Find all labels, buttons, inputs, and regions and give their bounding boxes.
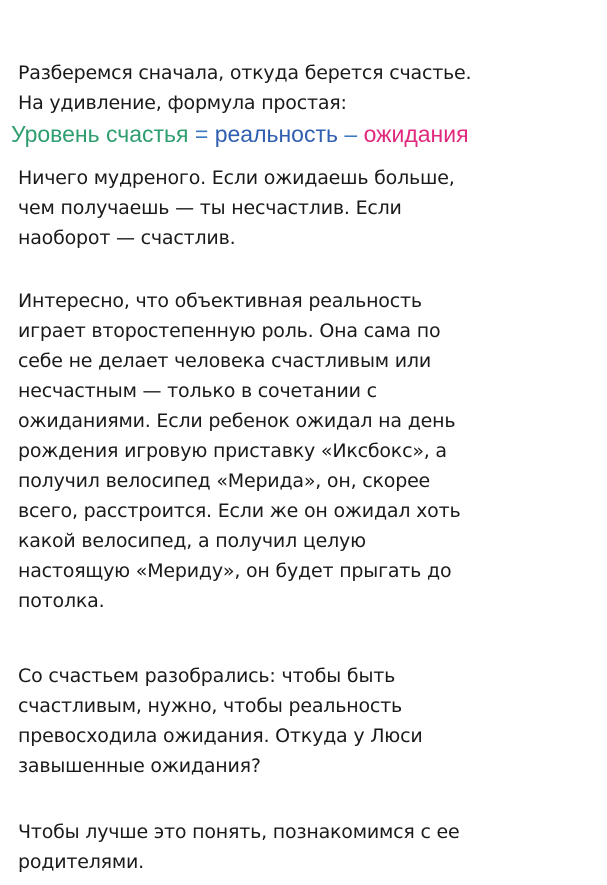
- formula-reality: реальность: [214, 121, 338, 147]
- paragraph-1-line-3: наоборот — счастлив.: [18, 227, 236, 249]
- paragraph-2-line-2: играет второстепенную роль. Она сама по: [18, 320, 441, 342]
- happiness-formula: [11, 119, 469, 149]
- paragraph-3-line-3: превосходила ожидания. Откуда у Люси: [18, 725, 423, 747]
- paragraph-1-line-2: чем получаешь — ты несчастлив. Если: [18, 197, 402, 219]
- paragraph-2-line-10: настоящую «Мериду», он будет прыгать до: [18, 560, 452, 582]
- paragraph-2-line-8: всего, расстроится. Если же он ожидал хоть: [18, 500, 461, 522]
- paragraph-3-line-2: счастливым, нужно, чтобы реальность: [18, 695, 403, 717]
- paragraph-2-line-1: Интересно, что объективная реальность: [18, 290, 422, 312]
- paragraph-3-line-1: Со счастьем разобрались: чтобы быть: [18, 665, 396, 687]
- paragraph-2-line-9: какой велосипед, а получил целую: [18, 530, 366, 552]
- paragraph-2-line-6: рождения игровую приставку «Иксбокс», а: [18, 440, 447, 462]
- formula-minus-sign: –: [344, 121, 358, 147]
- intro-line-2: На удивление, формула простая:: [18, 92, 347, 114]
- paragraph-2-line-11: потолка.: [18, 590, 105, 612]
- paragraph-1-line-1: Ничего мудреного. Если ожидаешь больше,: [18, 167, 455, 189]
- paragraph-2-line-7: получил велосипед «Мерида», он, скорее: [18, 470, 431, 492]
- paragraph-2-line-3: себе не делает человека счастливым или: [18, 350, 432, 372]
- paragraph-4-line-1: Чтобы лучше это понять, познакомимся с ее: [18, 821, 460, 843]
- paragraph-4-line-2: родителями.: [18, 851, 145, 873]
- paragraph-2-line-5: ожиданиями. Если ребенок ожидал на день: [18, 410, 456, 432]
- paragraph-3-line-4: завышенные ожидания?: [18, 755, 261, 777]
- intro-line-1: Разберемся сначала, откуда берется счастье.: [18, 62, 472, 84]
- formula-expectations: ожидания: [363, 121, 469, 147]
- formula-happiness-level: Уровень счастья: [11, 121, 189, 147]
- paragraph-2-line-4: несчастным — только в сочетании с: [18, 380, 377, 402]
- formula-equals-sign: =: [194, 121, 209, 147]
